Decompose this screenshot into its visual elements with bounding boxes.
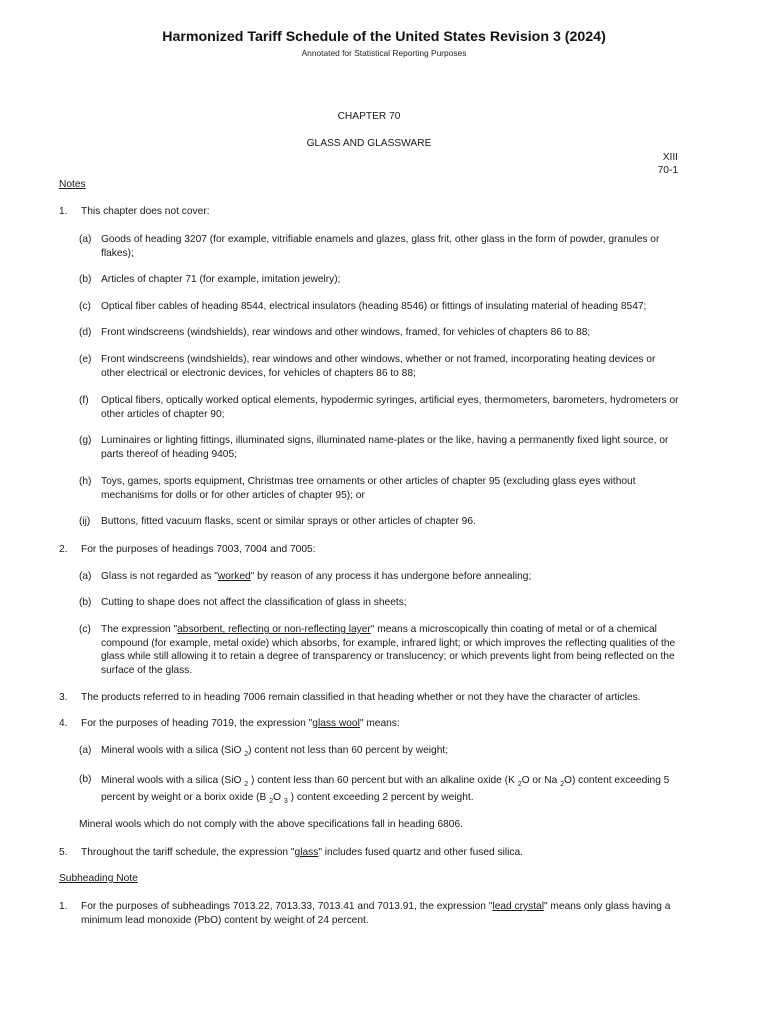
note-4-item-b-text <box>101 773 681 807</box>
page-number: 70-1 <box>657 165 678 176</box>
note-4-item-a-text <box>101 744 681 759</box>
note-1-item-label: (ij) <box>79 516 91 527</box>
note-2-item-b-text: Cutting to shape does not affect the classification of glass in sheets; <box>101 597 407 608</box>
note-5-number: 5. <box>59 847 68 858</box>
text-segment: Throughout the tariff schedule, the expression " <box>81 847 295 858</box>
note-1-item-label: (b) <box>79 274 92 285</box>
subheading-note-1-text <box>81 900 681 927</box>
note-1-item-text: Buttons, fitted vacuum flasks, scent or similar sprays or other articles of chapter 96. <box>101 516 476 527</box>
chapter-number: CHAPTER 70 <box>337 111 401 122</box>
note-3-number: 3. <box>59 692 68 703</box>
document-title: Harmonized Tariff Schedule of the United States Revision 3 (2024) <box>162 29 606 45</box>
note-3-text: The products referred to in heading 7006 remain classified in that heading whether or not they have the character of articles. <box>81 692 641 703</box>
note-1-item-text: Toys, games, sports equipment, Christmas tree ornaments or other articles of chapter 95 (excluding glass eyes without mechanisms for dolls or for other articles of chapter 95); or <box>101 476 636 501</box>
note-4-item-label: (b) <box>79 774 92 785</box>
note-2-item-label: (a) <box>79 571 92 582</box>
text-segment: ) content not less than 60 percent by weight; <box>248 745 449 756</box>
defined-term: worked <box>217 571 251 582</box>
note-2-item-label: (b) <box>79 597 92 608</box>
subscript: 2 <box>244 781 249 788</box>
subscript: 2 <box>517 781 522 788</box>
note-2-item-a-text <box>101 570 681 584</box>
note-1-item-text: Optical fiber cables of heading 8544, electrical insulators (heading 8546) or fittings of insulating material of heading 8547; <box>101 301 647 312</box>
text-segment: O or Na <box>521 775 561 786</box>
note-1-item-text: Front windscreens (windshields), rear windows and other windows, whether or not framed, incorporating heating devices or other electrical or electronic devices, for vehicles of chapters 86 to 88; <box>101 354 656 379</box>
chapter-name: GLASS AND GLASSWARE <box>306 138 432 149</box>
text-segment: O <box>273 792 284 803</box>
note-1-item-label: (c) <box>79 301 91 312</box>
text-segment: ) content less than 60 percent but with an alkaline oxide (K <box>248 775 518 786</box>
note-1-item-label: (d) <box>79 327 92 338</box>
defined-term: glass <box>294 847 319 858</box>
text-segment: " includes fused quartz and other fused silica. <box>318 847 523 858</box>
subscript: 3 <box>283 798 288 805</box>
note-2-number: 2. <box>59 544 68 555</box>
note-4-number: 4. <box>59 718 68 729</box>
note-1-item-label: (h) <box>79 476 92 487</box>
defined-term: lead crystal <box>492 901 544 912</box>
note-1-item-label: (e) <box>79 354 92 365</box>
note-5-text <box>81 846 523 860</box>
note-4-intro <box>81 717 400 731</box>
subheading-note-1-number: 1. <box>59 901 68 912</box>
notes-heading: Notes <box>59 179 86 190</box>
note-1-item-text: Optical fibers, optically worked optical elements, hypodermic syringes, artificial eyes, thermometers, barometers, hydrometers or other articles of chapter 90; <box>101 395 679 420</box>
note-4-item-label: (a) <box>79 745 92 756</box>
defined-term: glass wool <box>312 718 360 729</box>
note-4-closing: Mineral wools which do not comply with the above specifications fall in heading 6806. <box>79 819 463 830</box>
text-segment: " means: <box>359 718 400 729</box>
document-subtitle: Annotated for Statistical Reporting Purposes <box>301 48 467 58</box>
section-number: XIII <box>662 152 678 163</box>
note-1-item-label: (a) <box>79 234 92 245</box>
text-segment: O) content exceeding 5 percent by weight or a borix oxide (B <box>101 775 670 803</box>
subscript: 2 <box>560 781 565 788</box>
subscript: 2 <box>269 798 274 805</box>
text-segment: The expression " <box>101 624 178 635</box>
text-segment: For the purposes of subheadings 7013.22, 7013.33, 7013.41 and 7013.91, the expression " <box>81 901 493 912</box>
note-1-intro: This chapter does not cover: <box>81 206 210 217</box>
note-2-item-c-text <box>101 623 681 677</box>
text-segment: " by reason of any process it has undergone before annealing; <box>250 571 532 582</box>
note-2-intro: For the purposes of headings 7003, 7004 and 7005: <box>81 544 316 555</box>
note-1-item-label: (f) <box>79 395 89 406</box>
text-segment: ) content exceeding 2 percent by weight. <box>287 792 474 803</box>
note-1-item-text: Luminaires or lighting fittings, illuminated signs, illuminated name-plates or the like, having a permanently fixed light source, or parts thereof of heading 9405; <box>101 435 669 460</box>
text-segment: Glass is not regarded as " <box>101 571 218 582</box>
note-1-item-text: Articles of chapter 71 (for example, imitation jewelry); <box>101 274 341 285</box>
note-1-number: 1. <box>59 206 68 217</box>
note-2-item-label: (c) <box>79 624 91 635</box>
note-1-item-text: Front windscreens (windshields), rear windows and other windows, framed, for vehicles of chapters 86 to 88; <box>101 327 591 338</box>
text-segment: Mineral wools with a silica (SiO <box>101 775 245 786</box>
text-segment: Mineral wools with a silica (SiO <box>101 745 245 756</box>
subscript: 2 <box>244 751 249 758</box>
text-segment: " means only glass having a minimum lead monoxide (PbO) content by weight of 24 percent. <box>81 901 671 926</box>
note-1-item-label: (g) <box>79 435 92 446</box>
subheading-note-heading: Subheading Note <box>59 873 138 884</box>
text-segment: " means a microscopically thin coating of metal or of a chemical compound (for example, metal oxide) which absorbs, for example, infrared light; or which improves the reflecting qualities of the glass while still allowing it to retain a degree of transparency or translucency; or which prevents light from being reflected on the surface of the glass. <box>101 624 676 676</box>
note-1-item-text: Goods of heading 3207 (for example, vitrifiable enamels and glazes, glass frit, other glass in the form of powder, granules or flakes); <box>101 234 660 259</box>
text-segment: For the purposes of heading 7019, the expression " <box>81 718 313 729</box>
defined-term: absorbent, reflecting or non-reflecting layer <box>177 624 371 635</box>
